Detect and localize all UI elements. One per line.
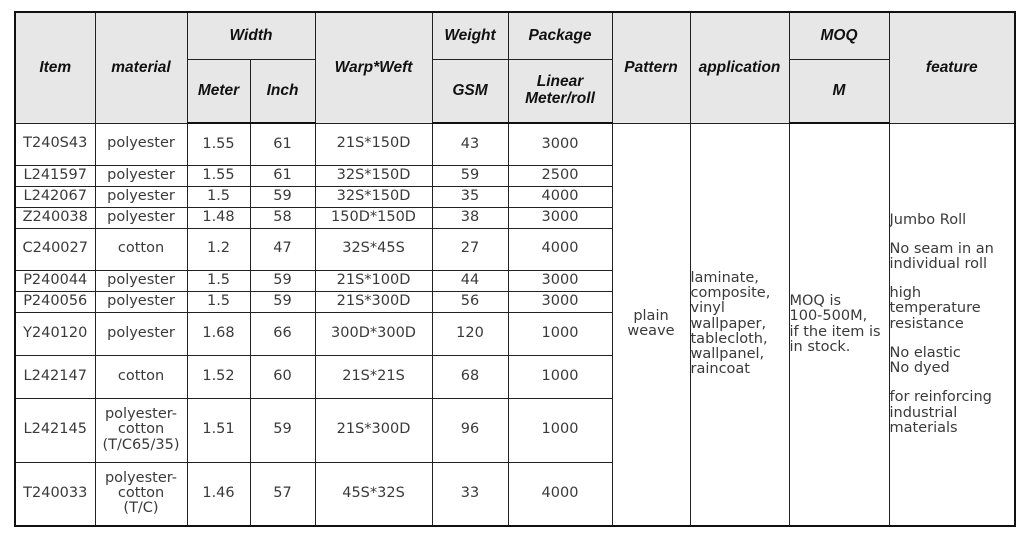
cell-meter: 1.68 xyxy=(187,312,250,355)
material-line: polyester- xyxy=(104,469,178,486)
cell-package: 3000 xyxy=(508,291,612,312)
cell-item: L242145 xyxy=(15,398,95,462)
material-line: (T/C) xyxy=(123,500,159,517)
cell-inch: 59 xyxy=(250,270,315,291)
cell-moq-line: MOQ is xyxy=(789,293,842,310)
cell-package: 4000 xyxy=(508,228,612,270)
header-feature: feature xyxy=(889,12,1015,123)
feature-line: temperature xyxy=(889,300,981,317)
cell-moq-line: if the item is xyxy=(789,323,881,340)
material-line: polyester xyxy=(107,271,175,288)
cell-inch: 61 xyxy=(250,165,315,186)
cell-item: Y240120 xyxy=(15,312,95,355)
cell-gsm: 120 xyxy=(432,312,508,355)
cell-warp-weft: 21S*300D xyxy=(315,398,432,462)
cell-application xyxy=(690,123,789,526)
cell-gsm: 38 xyxy=(432,207,508,228)
header-linear-line2: Meter/roll xyxy=(525,89,595,107)
cell-pattern-line: plain xyxy=(633,308,669,325)
cell-item: P240044 xyxy=(15,270,95,291)
material-line: polyester- xyxy=(104,406,178,423)
cell-item: Z240038 xyxy=(15,207,95,228)
header-material: material xyxy=(95,12,187,123)
cell-meter: 1.46 xyxy=(187,462,250,526)
header-item: Item xyxy=(15,12,95,123)
cell-meter: 1.52 xyxy=(187,355,250,398)
header-application: application xyxy=(690,12,789,123)
cell-warp-weft: 21S*100D xyxy=(315,270,432,291)
cell-meter: 1.55 xyxy=(187,165,250,186)
material-line: polyester xyxy=(107,292,175,309)
material-line: cotton xyxy=(117,485,165,502)
cell-material xyxy=(95,165,187,186)
cell-meter: 1.2 xyxy=(187,228,250,270)
cell-warp-weft: 21S*150D xyxy=(315,123,432,165)
cell-gsm: 35 xyxy=(432,186,508,207)
feature-line: No elastic xyxy=(889,344,961,361)
cell-inch: 47 xyxy=(250,228,315,270)
cell-gsm: 96 xyxy=(432,398,508,462)
cell-gsm: 27 xyxy=(432,228,508,270)
cell-material xyxy=(95,355,187,398)
cell-application-line: composite, xyxy=(690,285,771,302)
cell-package: 1000 xyxy=(508,355,612,398)
cell-material xyxy=(95,270,187,291)
material-line: polyester xyxy=(107,166,175,183)
cell-item: T240033 xyxy=(15,462,95,526)
cell-inch: 59 xyxy=(250,186,315,207)
cell-material xyxy=(95,312,187,355)
header-linear-line1: Linear xyxy=(536,73,584,91)
material-line: cotton xyxy=(117,367,165,384)
material-line: cotton xyxy=(117,240,165,257)
cell-item: L242147 xyxy=(15,355,95,398)
header-gsm: GSM xyxy=(432,59,508,123)
header-width: Width xyxy=(187,12,315,59)
cell-application-line: laminate, xyxy=(690,269,759,286)
cell-package: 1000 xyxy=(508,398,612,462)
header-m: M xyxy=(789,59,889,123)
cell-package: 4000 xyxy=(508,186,612,207)
header-package: Package xyxy=(508,12,612,59)
cell-meter: 1.5 xyxy=(187,291,250,312)
header-pattern: Pattern xyxy=(612,12,690,123)
cell-inch: 66 xyxy=(250,312,315,355)
header-warp-weft: Warp*Weft xyxy=(315,12,432,123)
feature-line: industrial xyxy=(889,404,958,421)
cell-inch: 61 xyxy=(250,123,315,165)
cell-application-line: raincoat xyxy=(690,361,750,378)
header-meter: Meter xyxy=(187,59,250,123)
feature-line: individual roll xyxy=(889,255,988,272)
material-line: cotton xyxy=(117,421,165,438)
cell-warp-weft: 32S*150D xyxy=(315,165,432,186)
cell-package: 4000 xyxy=(508,462,612,526)
header-moq: MOQ xyxy=(789,12,889,59)
cell-meter: 1.55 xyxy=(187,123,250,165)
feature-line: No dyed xyxy=(889,360,950,377)
cell-inch: 57 xyxy=(250,462,315,526)
cell-item: C240027 xyxy=(15,228,95,270)
cell-warp-weft: 21S*21S xyxy=(315,355,432,398)
feature-line: materials xyxy=(889,419,958,436)
cell-package: 2500 xyxy=(508,165,612,186)
material-line: (T/C65/35) xyxy=(102,436,180,453)
cell-inch: 60 xyxy=(250,355,315,398)
cell-package: 3000 xyxy=(508,123,612,165)
cell-material xyxy=(95,228,187,270)
material-line: polyester xyxy=(107,187,175,204)
cell-moq xyxy=(789,123,889,526)
cell-item: L241597 xyxy=(15,165,95,186)
cell-item: T240S43 xyxy=(15,123,95,165)
cell-moq-line: 100-500M, xyxy=(789,308,868,325)
cell-material xyxy=(95,291,187,312)
feature-line: Jumbo Roll xyxy=(889,211,967,228)
cell-application-line: vinyl xyxy=(690,300,725,317)
cell-pattern-line: weave xyxy=(627,323,675,340)
cell-warp-weft: 150D*150D xyxy=(315,207,432,228)
cell-package: 1000 xyxy=(508,312,612,355)
cell-gsm: 68 xyxy=(432,355,508,398)
cell-inch: 59 xyxy=(250,398,315,462)
cell-meter: 1.5 xyxy=(187,186,250,207)
cell-warp-weft: 21S*300D xyxy=(315,291,432,312)
cell-material xyxy=(95,186,187,207)
cell-warp-weft: 32S*150D xyxy=(315,186,432,207)
header-linear-meter-roll xyxy=(508,59,612,123)
feature-line: resistance xyxy=(889,315,964,332)
cell-application-line: wallpanel, xyxy=(690,346,765,363)
table-row xyxy=(15,123,1015,165)
cell-moq-line: in stock. xyxy=(789,338,851,355)
cell-application-line: tablecloth, xyxy=(690,330,768,347)
material-line: polyester xyxy=(107,135,175,152)
cell-meter: 1.5 xyxy=(187,270,250,291)
cell-gsm: 33 xyxy=(432,462,508,526)
cell-warp-weft: 300D*300D xyxy=(315,312,432,355)
cell-pattern xyxy=(612,123,690,526)
cell-material xyxy=(95,462,187,526)
material-line: polyester xyxy=(107,324,175,341)
cell-material xyxy=(95,207,187,228)
cell-gsm: 56 xyxy=(432,291,508,312)
cell-item: L242067 xyxy=(15,186,95,207)
fabric-spec-table xyxy=(14,11,1016,527)
cell-inch: 59 xyxy=(250,291,315,312)
feature-line: No seam in an xyxy=(889,240,994,257)
cell-inch: 58 xyxy=(250,207,315,228)
cell-gsm: 44 xyxy=(432,270,508,291)
cell-gsm: 43 xyxy=(432,123,508,165)
cell-item: P240056 xyxy=(15,291,95,312)
feature-line: high xyxy=(889,285,922,302)
cell-meter: 1.48 xyxy=(187,207,250,228)
cell-material xyxy=(95,123,187,165)
cell-gsm: 59 xyxy=(432,165,508,186)
cell-material xyxy=(95,398,187,462)
cell-warp-weft: 45S*32S xyxy=(315,462,432,526)
header-weight: Weight xyxy=(432,12,508,59)
cell-warp-weft: 32S*45S xyxy=(315,228,432,270)
cell-package: 3000 xyxy=(508,270,612,291)
cell-meter: 1.51 xyxy=(187,398,250,462)
material-line: polyester xyxy=(107,208,175,225)
cell-feature xyxy=(889,123,1015,526)
cell-package: 3000 xyxy=(508,207,612,228)
header-inch: Inch xyxy=(250,59,315,123)
cell-application-line: wallpaper, xyxy=(690,315,767,332)
feature-line: for reinforcing xyxy=(889,389,992,406)
